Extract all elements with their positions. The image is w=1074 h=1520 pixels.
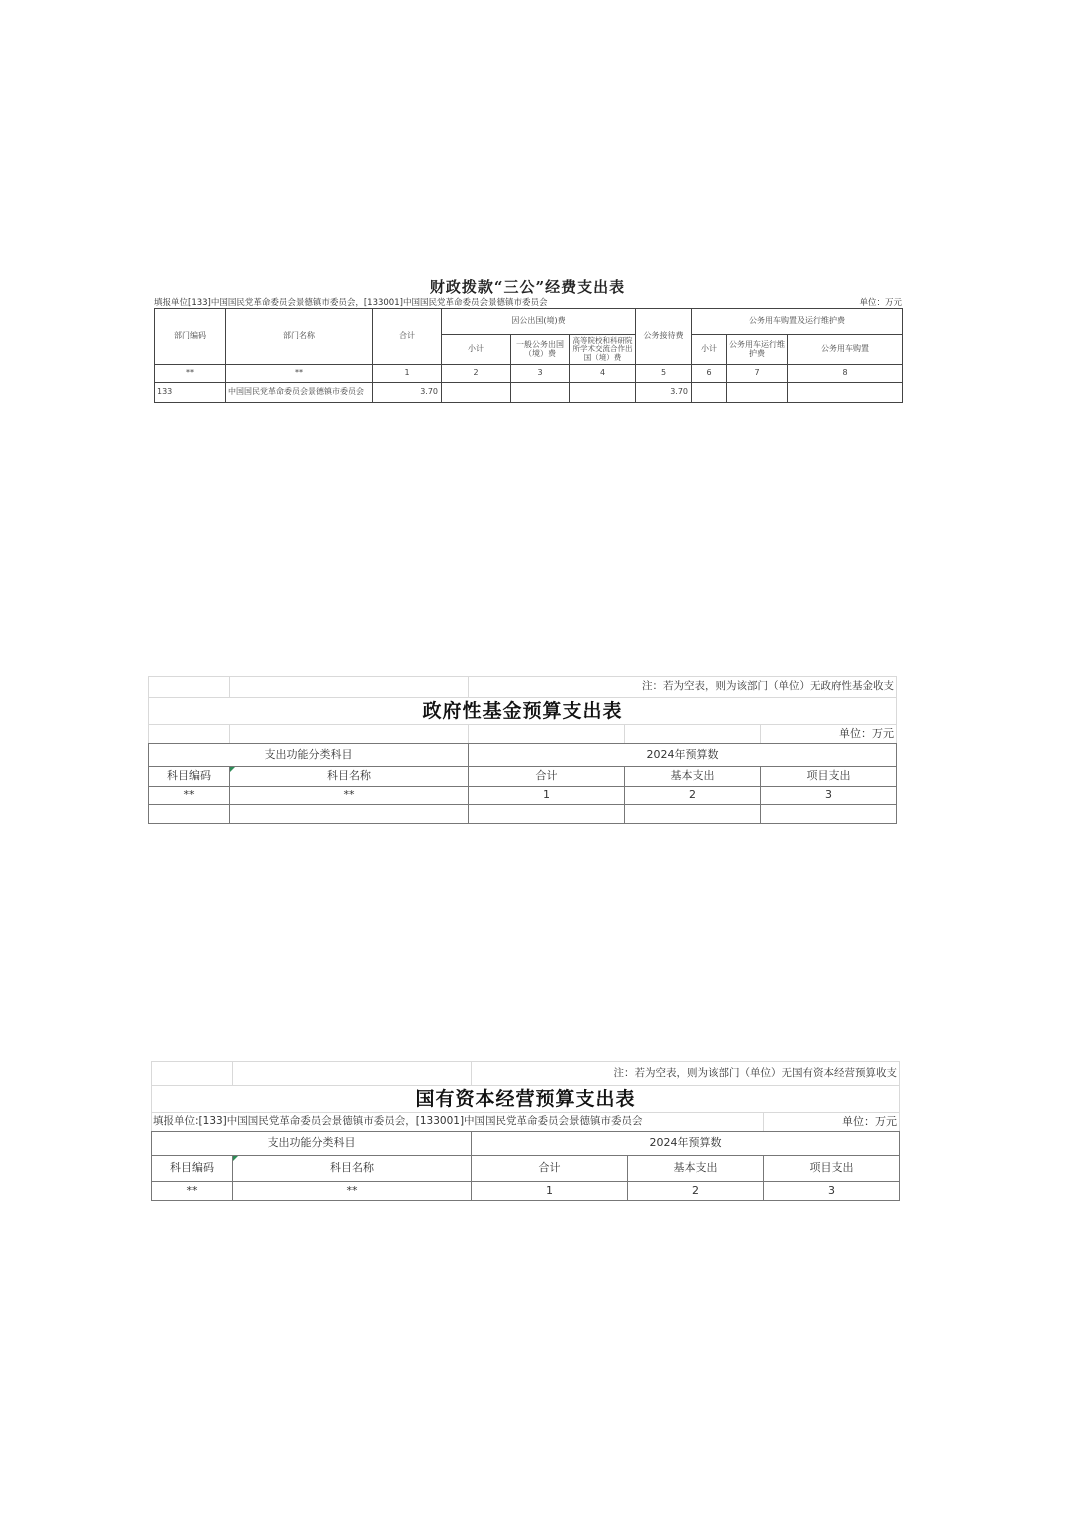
index-cell: 6 [692, 365, 727, 383]
header-vehicle-operation: 公务用车运行维护费 [727, 335, 788, 365]
table2-note: 注：若为空表，则为该部门（单位）无政府性基金收支 [469, 677, 897, 698]
index-cell: ** [152, 1182, 233, 1201]
header-basic: 基本支出 [628, 1156, 764, 1182]
row-vehicle-purchase [788, 383, 903, 403]
index-cell: 3 [761, 787, 897, 805]
index-cell: 1 [373, 365, 442, 383]
index-cell: 7 [727, 365, 788, 383]
table-row [155, 383, 903, 403]
index-cell: ** [226, 365, 373, 383]
row-vehicle-operation [727, 383, 788, 403]
three-public-expense-table [154, 308, 903, 403]
header-project: 项目支出 [761, 767, 897, 787]
index-cell: 2 [628, 1182, 764, 1201]
header-total: 合计 [469, 767, 625, 787]
header-budget: 2024年预算数 [469, 744, 897, 767]
table1-unit: 单位：万元 [859, 298, 902, 308]
table3-title: 国有资本经营预算支出表 [152, 1086, 900, 1113]
government-fund-table [148, 743, 897, 824]
index-cell: 2 [442, 365, 511, 383]
index-cell: 2 [625, 787, 761, 805]
index-cell: ** [149, 787, 230, 805]
header-vehicle-group: 公务用车购置及运行维护费 [692, 309, 903, 335]
row-total: 3.70 [373, 383, 442, 403]
header-abroad-academic: 高等院校和科研院所学术交流合作出国（境）费 [570, 335, 636, 365]
header-category: 支出功能分类科目 [149, 744, 469, 767]
index-cell: 1 [469, 787, 625, 805]
header-name: 科目名称 [233, 1156, 472, 1182]
index-cell: 3 [764, 1182, 900, 1201]
header-total: 合计 [472, 1156, 628, 1182]
table3-frame [151, 1061, 900, 1132]
header-code: 科目编码 [152, 1156, 233, 1182]
header-budget: 2024年预算数 [472, 1132, 900, 1156]
row-reception: 3.70 [636, 383, 692, 403]
table3-filler: 填报单位:[133]中国国民党革命委员会景德镇市委员会，[133001]中国国民党革命委员会景德镇市委员会 [152, 1113, 764, 1132]
row-dept-code: 133 [155, 383, 226, 403]
header-vehicle-purchase: 公务用车购置 [788, 335, 903, 365]
index-cell: ** [230, 787, 469, 805]
header-vehicle-subtotal: 小计 [692, 335, 727, 365]
header-code: 科目编码 [149, 767, 230, 787]
index-cell: 5 [636, 365, 692, 383]
row-abroad-academic [570, 383, 636, 403]
table3-note: 注：若为空表，则为该部门（单位）无国有资本经营预算收支 [472, 1062, 900, 1086]
table1-filler: 填报单位[133]中国国民党革命委员会景德镇市委员会，[133001]中国国民党革命委员会景德镇市委员会 [154, 298, 548, 308]
state-capital-table [151, 1131, 900, 1201]
table2-title: 政府性基金预算支出表 [149, 698, 897, 725]
table1-meta-row [154, 296, 902, 308]
table3-unit: 单位：万元 [764, 1113, 900, 1132]
index-cell: ** [233, 1182, 472, 1201]
table1-title: 财政拨款“三公”经费支出表 [429, 278, 626, 296]
table-row [149, 805, 897, 824]
index-cell: 3 [511, 365, 570, 383]
header-abroad-subtotal: 小计 [442, 335, 511, 365]
row-dept-name: 中国国民党革命委员会景德镇市委员会 [226, 383, 373, 403]
header-abroad-group: 因公出国(境)费 [442, 309, 636, 335]
header-reception: 公务接待费 [636, 309, 692, 365]
header-dept-name: 部门名称 [226, 309, 373, 365]
row-abroad-general [511, 383, 570, 403]
header-project: 项目支出 [764, 1156, 900, 1182]
index-cell: ** [155, 365, 226, 383]
header-category: 支出功能分类科目 [152, 1132, 472, 1156]
header-total: 合计 [373, 309, 442, 365]
header-basic: 基本支出 [625, 767, 761, 787]
table2-frame [148, 676, 897, 744]
header-abroad-general: 一般公务出国（境）费 [511, 335, 570, 365]
table2-unit: 单位：万元 [761, 725, 897, 744]
row-vehicle-subtotal [692, 383, 727, 403]
index-cell: 1 [472, 1182, 628, 1201]
header-name: 科目名称 [230, 767, 469, 787]
index-cell: 4 [570, 365, 636, 383]
row-abroad-subtotal [442, 383, 511, 403]
index-cell: 8 [788, 365, 903, 383]
header-dept-code: 部门编码 [155, 309, 226, 365]
